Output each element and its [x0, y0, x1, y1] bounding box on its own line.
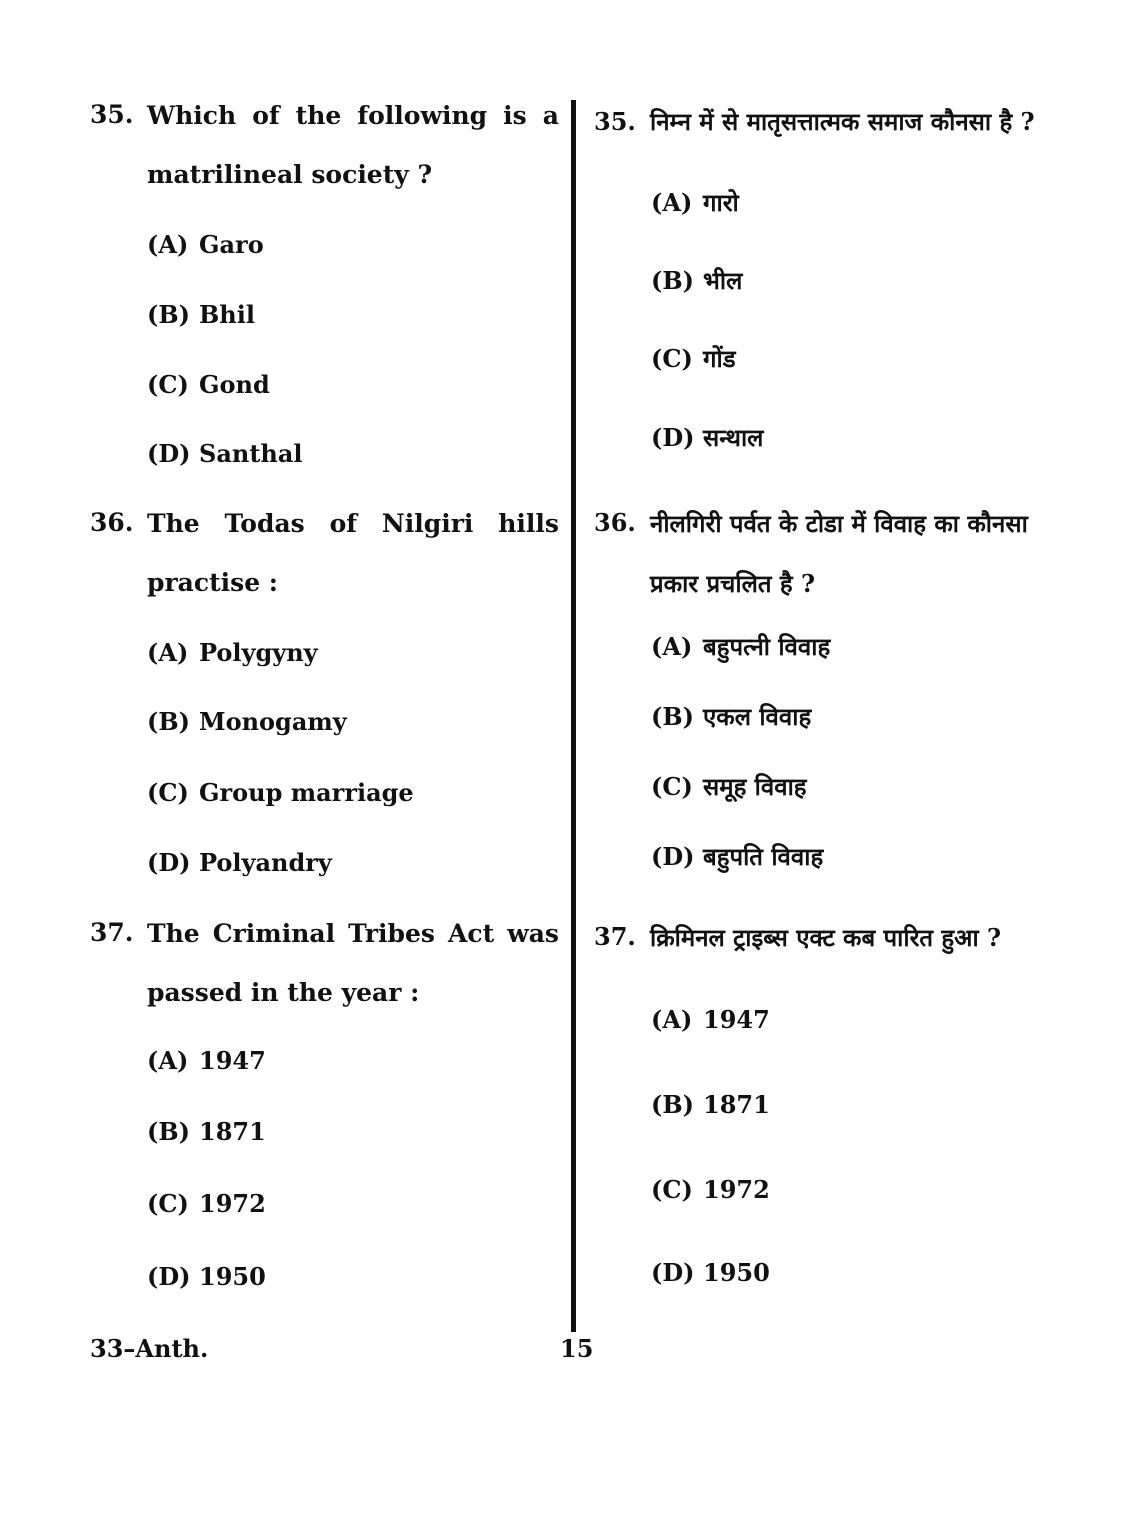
option-d: (D) 1950 — [651, 1258, 770, 1287]
option-a: (A) 1947 — [147, 1046, 266, 1075]
column-divider — [571, 100, 576, 1332]
option-b: (B) भील — [651, 266, 743, 295]
option-a: (A) Polygyny — [147, 638, 318, 667]
question-text: क्रिमिनल ट्राइब्स एक्ट कब पारित हुआ ? — [650, 923, 1002, 952]
option-c: (C) गोंड — [651, 344, 736, 373]
question-number: 36. — [594, 508, 636, 537]
question-text: Which of the following is a matrilineal society ? — [147, 101, 559, 189]
question-text: The Todas of Nilgiri hills practise : — [147, 509, 559, 597]
option-c: (C) 1972 — [147, 1189, 266, 1218]
page-number: 15 — [560, 1334, 594, 1363]
option-c: (C) समूह विवाह — [651, 772, 807, 801]
option-a: (A) गारो — [651, 188, 739, 217]
question-number: 35. — [90, 100, 134, 129]
option-b: (B) एकल विवाह — [651, 702, 812, 731]
option-a: (A) 1947 — [651, 1005, 770, 1034]
option-b: (B) Bhil — [147, 300, 255, 329]
option-a: (A) बहुपत्नी विवाह — [651, 632, 831, 661]
question-number: 37. — [90, 918, 134, 947]
option-d: (D) Santhal — [147, 439, 303, 468]
option-b: (B) 1871 — [651, 1090, 770, 1119]
option-c: (C) Group marriage — [147, 778, 414, 807]
question-text: नीलगिरी पर्वत के टोडा में विवाह का कौनसा प्रकार प्रचलित है ? — [650, 509, 1028, 598]
option-c: (C) 1972 — [651, 1175, 770, 1204]
option-c: (C) Gond — [147, 370, 270, 399]
question-text: निम्न में से मातृसत्तात्मक समाज कौनसा है ? — [650, 107, 1035, 136]
option-d: (D) 1950 — [147, 1262, 266, 1291]
option-d: (D) सन्थाल — [651, 423, 764, 452]
paper-code: 33–Anth. — [90, 1334, 209, 1363]
option-a: (A) Garo — [147, 230, 264, 259]
question-number: 36. — [90, 508, 134, 537]
question-number: 35. — [594, 107, 636, 136]
question-text: The Criminal Tribes Act was passed in the year : — [147, 919, 559, 1007]
option-d: (D) बहुपति विवाह — [651, 842, 824, 871]
option-b: (B) Monogamy — [147, 707, 347, 736]
question-number: 37. — [594, 922, 636, 951]
option-b: (B) 1871 — [147, 1117, 266, 1146]
option-d: (D) Polyandry — [147, 848, 332, 877]
